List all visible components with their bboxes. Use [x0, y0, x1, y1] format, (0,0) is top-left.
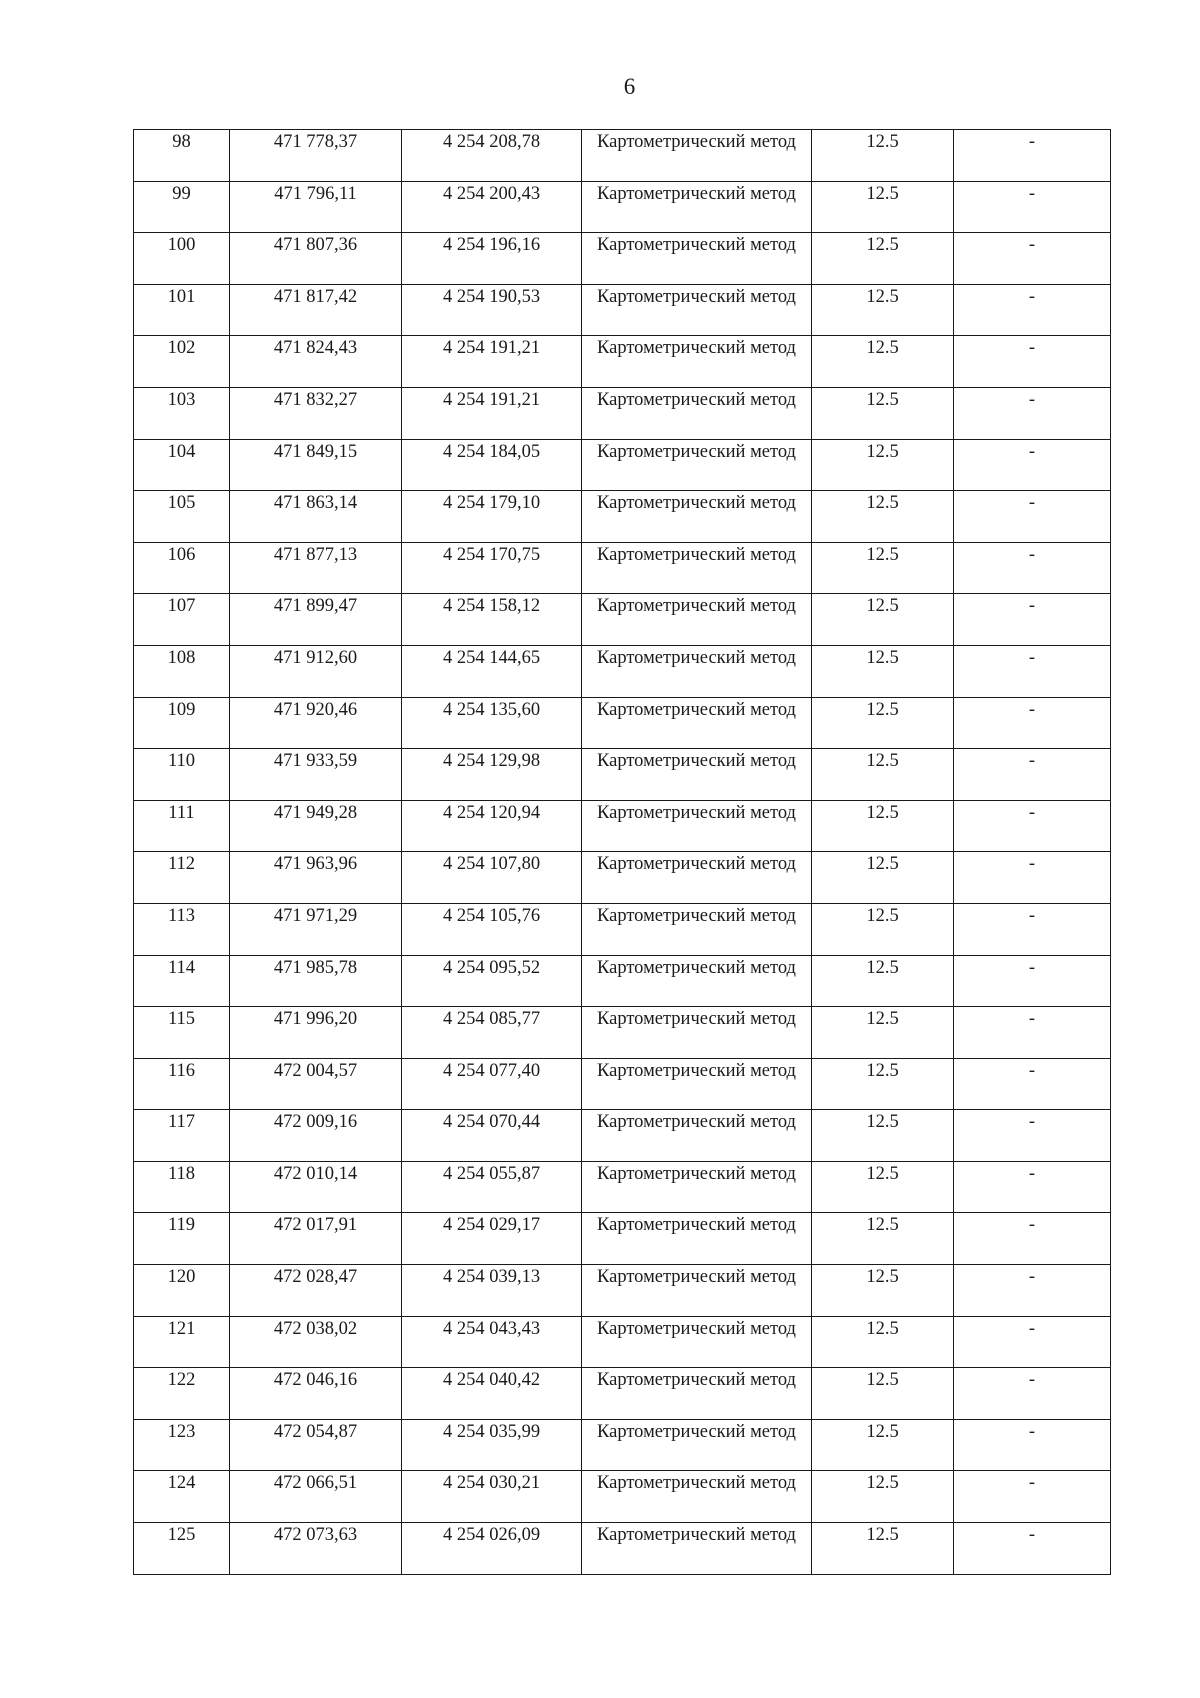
x-coordinate-cell: 471 920,46: [230, 697, 402, 749]
accuracy-cell: 12.5: [812, 1316, 954, 1368]
table-row: [134, 1419, 1111, 1471]
point-number-cell: 98: [134, 130, 230, 182]
table-row: [134, 336, 1111, 388]
table-row: [134, 1058, 1111, 1110]
table-row: [134, 1368, 1111, 1420]
note-cell: -: [954, 955, 1111, 1007]
note-cell: -: [954, 491, 1111, 543]
note-cell: -: [954, 645, 1111, 697]
method-cell: Картометрический метод: [582, 1523, 812, 1575]
note-cell: -: [954, 233, 1111, 285]
x-coordinate-cell: 471 796,11: [230, 181, 402, 233]
note-cell: -: [954, 1523, 1111, 1575]
point-number-cell: 105: [134, 491, 230, 543]
method-cell: Картометрический метод: [582, 903, 812, 955]
y-coordinate-cell: 4 254 190,53: [402, 284, 582, 336]
method-cell: Картометрический метод: [582, 1007, 812, 1059]
point-number-cell: 103: [134, 387, 230, 439]
accuracy-cell: 12.5: [812, 852, 954, 904]
accuracy-cell: 12.5: [812, 542, 954, 594]
x-coordinate-cell: 471 963,96: [230, 852, 402, 904]
y-coordinate-cell: 4 254 029,17: [402, 1213, 582, 1265]
x-coordinate-cell: 471 949,28: [230, 800, 402, 852]
method-cell: Картометрический метод: [582, 1471, 812, 1523]
method-cell: Картометрический метод: [582, 181, 812, 233]
point-number-cell: 110: [134, 749, 230, 801]
method-cell: Картометрический метод: [582, 130, 812, 182]
method-cell: Картометрический метод: [582, 491, 812, 543]
method-cell: Картометрический метод: [582, 594, 812, 646]
table-row: [134, 1523, 1111, 1575]
point-number-cell: 124: [134, 1471, 230, 1523]
accuracy-cell: 12.5: [812, 1265, 954, 1317]
table-row: [134, 387, 1111, 439]
table-row: [134, 594, 1111, 646]
y-coordinate-cell: 4 254 043,43: [402, 1316, 582, 1368]
y-coordinate-cell: 4 254 107,80: [402, 852, 582, 904]
point-number-cell: 107: [134, 594, 230, 646]
x-coordinate-cell: 472 017,91: [230, 1213, 402, 1265]
x-coordinate-cell: 471 985,78: [230, 955, 402, 1007]
method-cell: Картометрический метод: [582, 233, 812, 285]
accuracy-cell: 12.5: [812, 749, 954, 801]
point-number-cell: 112: [134, 852, 230, 904]
x-coordinate-cell: 471 933,59: [230, 749, 402, 801]
coordinates-table-body: [134, 130, 1111, 1575]
point-number-cell: 119: [134, 1213, 230, 1265]
y-coordinate-cell: 4 254 144,65: [402, 645, 582, 697]
y-coordinate-cell: 4 254 035,99: [402, 1419, 582, 1471]
accuracy-cell: 12.5: [812, 645, 954, 697]
table-row: [134, 1161, 1111, 1213]
y-coordinate-cell: 4 254 191,21: [402, 336, 582, 388]
method-cell: Картометрический метод: [582, 749, 812, 801]
note-cell: -: [954, 903, 1111, 955]
point-number-cell: 118: [134, 1161, 230, 1213]
method-cell: Картометрический метод: [582, 1368, 812, 1420]
accuracy-cell: 12.5: [812, 1523, 954, 1575]
table-row: [134, 903, 1111, 955]
y-coordinate-cell: 4 254 039,13: [402, 1265, 582, 1317]
y-coordinate-cell: 4 254 179,10: [402, 491, 582, 543]
note-cell: -: [954, 1161, 1111, 1213]
point-number-cell: 116: [134, 1058, 230, 1110]
y-coordinate-cell: 4 254 030,21: [402, 1471, 582, 1523]
y-coordinate-cell: 4 254 191,21: [402, 387, 582, 439]
note-cell: -: [954, 800, 1111, 852]
accuracy-cell: 12.5: [812, 284, 954, 336]
accuracy-cell: 12.5: [812, 697, 954, 749]
point-number-cell: 113: [134, 903, 230, 955]
point-number-cell: 125: [134, 1523, 230, 1575]
accuracy-cell: 12.5: [812, 1007, 954, 1059]
note-cell: -: [954, 852, 1111, 904]
x-coordinate-cell: 471 996,20: [230, 1007, 402, 1059]
x-coordinate-cell: 471 863,14: [230, 491, 402, 543]
note-cell: -: [954, 1316, 1111, 1368]
y-coordinate-cell: 4 254 105,76: [402, 903, 582, 955]
method-cell: Картометрический метод: [582, 697, 812, 749]
x-coordinate-cell: 472 009,16: [230, 1110, 402, 1162]
accuracy-cell: 12.5: [812, 1419, 954, 1471]
accuracy-cell: 12.5: [812, 1471, 954, 1523]
y-coordinate-cell: 4 254 085,77: [402, 1007, 582, 1059]
table-row: [134, 749, 1111, 801]
y-coordinate-cell: 4 254 120,94: [402, 800, 582, 852]
y-coordinate-cell: 4 254 077,40: [402, 1058, 582, 1110]
table-row: [134, 1471, 1111, 1523]
method-cell: Картометрический метод: [582, 336, 812, 388]
point-number-cell: 114: [134, 955, 230, 1007]
accuracy-cell: 12.5: [812, 439, 954, 491]
x-coordinate-cell: 471 849,15: [230, 439, 402, 491]
x-coordinate-cell: 472 066,51: [230, 1471, 402, 1523]
accuracy-cell: 12.5: [812, 1213, 954, 1265]
y-coordinate-cell: 4 254 184,05: [402, 439, 582, 491]
point-number-cell: 104: [134, 439, 230, 491]
note-cell: -: [954, 181, 1111, 233]
method-cell: Картометрический метод: [582, 852, 812, 904]
note-cell: -: [954, 387, 1111, 439]
y-coordinate-cell: 4 254 026,09: [402, 1523, 582, 1575]
table-row: [134, 955, 1111, 1007]
method-cell: Картометрический метод: [582, 439, 812, 491]
accuracy-cell: 12.5: [812, 233, 954, 285]
method-cell: Картометрический метод: [582, 1213, 812, 1265]
point-number-cell: 108: [134, 645, 230, 697]
x-coordinate-cell: 471 778,37: [230, 130, 402, 182]
accuracy-cell: 12.5: [812, 491, 954, 543]
note-cell: -: [954, 336, 1111, 388]
note-cell: -: [954, 1265, 1111, 1317]
accuracy-cell: 12.5: [812, 336, 954, 388]
x-coordinate-cell: 471 899,47: [230, 594, 402, 646]
x-coordinate-cell: 472 038,02: [230, 1316, 402, 1368]
y-coordinate-cell: 4 254 129,98: [402, 749, 582, 801]
method-cell: Картометрический метод: [582, 542, 812, 594]
x-coordinate-cell: 471 817,42: [230, 284, 402, 336]
table-row: [134, 284, 1111, 336]
table-row: [134, 645, 1111, 697]
x-coordinate-cell: 471 832,27: [230, 387, 402, 439]
x-coordinate-cell: 472 054,87: [230, 1419, 402, 1471]
point-number-cell: 100: [134, 233, 230, 285]
x-coordinate-cell: 471 807,36: [230, 233, 402, 285]
point-number-cell: 109: [134, 697, 230, 749]
y-coordinate-cell: 4 254 158,12: [402, 594, 582, 646]
x-coordinate-cell: 471 971,29: [230, 903, 402, 955]
accuracy-cell: 12.5: [812, 800, 954, 852]
table-row: [134, 542, 1111, 594]
x-coordinate-cell: 472 073,63: [230, 1523, 402, 1575]
y-coordinate-cell: 4 254 196,16: [402, 233, 582, 285]
note-cell: -: [954, 1471, 1111, 1523]
method-cell: Картометрический метод: [582, 1265, 812, 1317]
point-number-cell: 120: [134, 1265, 230, 1317]
y-coordinate-cell: 4 254 055,87: [402, 1161, 582, 1213]
method-cell: Картометрический метод: [582, 1110, 812, 1162]
y-coordinate-cell: 4 254 135,60: [402, 697, 582, 749]
table-row: [134, 1110, 1111, 1162]
table-row: [134, 439, 1111, 491]
method-cell: Картометрический метод: [582, 284, 812, 336]
note-cell: -: [954, 749, 1111, 801]
accuracy-cell: 12.5: [812, 1110, 954, 1162]
y-coordinate-cell: 4 254 095,52: [402, 955, 582, 1007]
x-coordinate-cell: 472 028,47: [230, 1265, 402, 1317]
method-cell: Картометрический метод: [582, 800, 812, 852]
y-coordinate-cell: 4 254 040,42: [402, 1368, 582, 1420]
x-coordinate-cell: 472 010,14: [230, 1161, 402, 1213]
y-coordinate-cell: 4 254 200,43: [402, 181, 582, 233]
note-cell: -: [954, 1007, 1111, 1059]
table-row: [134, 800, 1111, 852]
note-cell: -: [954, 130, 1111, 182]
accuracy-cell: 12.5: [812, 1368, 954, 1420]
accuracy-cell: 12.5: [812, 130, 954, 182]
point-number-cell: 102: [134, 336, 230, 388]
note-cell: -: [954, 1368, 1111, 1420]
point-number-cell: 99: [134, 181, 230, 233]
point-number-cell: 117: [134, 1110, 230, 1162]
accuracy-cell: 12.5: [812, 955, 954, 1007]
table-row: [134, 1007, 1111, 1059]
note-cell: -: [954, 284, 1111, 336]
x-coordinate-cell: 472 046,16: [230, 1368, 402, 1420]
table-row: [134, 1265, 1111, 1317]
note-cell: -: [954, 1110, 1111, 1162]
note-cell: -: [954, 1419, 1111, 1471]
y-coordinate-cell: 4 254 070,44: [402, 1110, 582, 1162]
point-number-cell: 101: [134, 284, 230, 336]
table-row: [134, 130, 1111, 182]
x-coordinate-cell: 471 877,13: [230, 542, 402, 594]
accuracy-cell: 12.5: [812, 594, 954, 646]
method-cell: Картометрический метод: [582, 1058, 812, 1110]
x-coordinate-cell: 471 912,60: [230, 645, 402, 697]
table-row: [134, 491, 1111, 543]
point-number-cell: 115: [134, 1007, 230, 1059]
accuracy-cell: 12.5: [812, 1058, 954, 1110]
point-number-cell: 122: [134, 1368, 230, 1420]
table-row: [134, 852, 1111, 904]
note-cell: -: [954, 1058, 1111, 1110]
method-cell: Картометрический метод: [582, 955, 812, 1007]
note-cell: -: [954, 594, 1111, 646]
y-coordinate-cell: 4 254 208,78: [402, 130, 582, 182]
note-cell: -: [954, 542, 1111, 594]
point-number-cell: 106: [134, 542, 230, 594]
table-row: [134, 697, 1111, 749]
point-number-cell: 111: [134, 800, 230, 852]
point-number-cell: 121: [134, 1316, 230, 1368]
point-number-cell: 123: [134, 1419, 230, 1471]
accuracy-cell: 12.5: [812, 181, 954, 233]
method-cell: Картометрический метод: [582, 1419, 812, 1471]
table-row: [134, 1213, 1111, 1265]
table-row: [134, 1316, 1111, 1368]
method-cell: Картометрический метод: [582, 1161, 812, 1213]
x-coordinate-cell: 471 824,43: [230, 336, 402, 388]
accuracy-cell: 12.5: [812, 903, 954, 955]
page-number: 6: [623, 74, 636, 99]
coordinates-table: [133, 129, 1111, 1575]
note-cell: -: [954, 439, 1111, 491]
note-cell: -: [954, 697, 1111, 749]
accuracy-cell: 12.5: [812, 1161, 954, 1213]
table-row: [134, 233, 1111, 285]
note-cell: -: [954, 1213, 1111, 1265]
method-cell: Картометрический метод: [582, 387, 812, 439]
x-coordinate-cell: 472 004,57: [230, 1058, 402, 1110]
method-cell: Картометрический метод: [582, 645, 812, 697]
accuracy-cell: 12.5: [812, 387, 954, 439]
table-row: [134, 181, 1111, 233]
method-cell: Картометрический метод: [582, 1316, 812, 1368]
y-coordinate-cell: 4 254 170,75: [402, 542, 582, 594]
